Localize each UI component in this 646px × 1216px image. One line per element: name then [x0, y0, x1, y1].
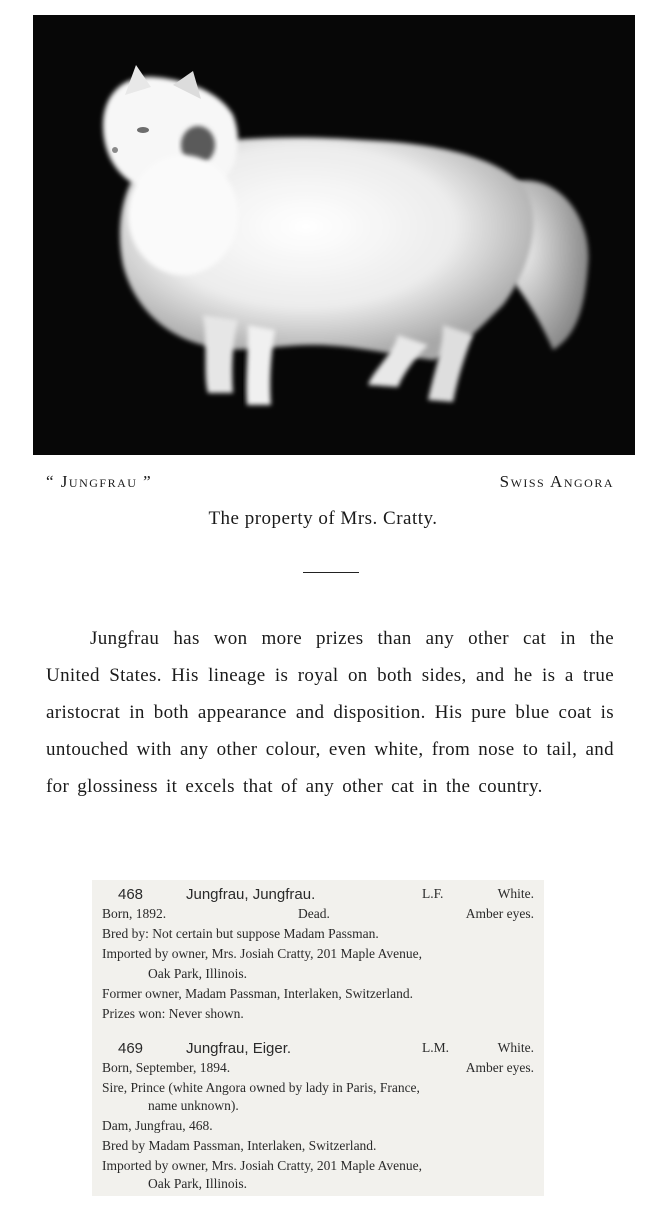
imported-text: Imported by owner, Mrs. Josiah Cratty, 201 Maple Avenue, [102, 946, 423, 961]
former-owner-text: Former owner, Madam Passman, Interlaken, Switzerland. [102, 986, 414, 1001]
photo-caption [46, 472, 614, 494]
entry-name: Jungfrau, Eiger. [186, 1040, 292, 1057]
imported-text-cont: Oak Park, Illinois. [148, 1176, 247, 1191]
breed-caption: Swiss Angora [499, 472, 614, 491]
entry-468-bred-by [102, 926, 534, 945]
sire-text-cont: name unknown). [148, 1098, 239, 1113]
eyes-text: Amber eyes. [465, 1060, 534, 1075]
status-text: Dead. [298, 906, 330, 921]
sire-text: Sire, Prince (white Angora owned by lady in Paris, France, [102, 1080, 420, 1095]
dam-text: Dam, Jungfrau, 468. [102, 1118, 213, 1133]
entry-469-header [102, 1040, 534, 1059]
born-text: Born, 1892. [102, 906, 167, 921]
born-text: Born, September, 1894. [102, 1060, 231, 1075]
entry-name: Jungfrau, Jungfrau. [186, 886, 316, 903]
white-angora-cat-image [33, 15, 635, 455]
entry-469-born [102, 1060, 534, 1079]
registry-clipping [92, 880, 544, 1196]
entry-sex: L.M. [422, 1040, 449, 1055]
entry-469-sire-cont [148, 1098, 534, 1117]
cat-photograph [33, 15, 635, 455]
entry-colour: White. [497, 1040, 534, 1055]
entry-468-prizes [102, 1006, 534, 1025]
imported-text-cont: Oak Park, Illinois. [148, 966, 247, 981]
entry-468-imported [102, 946, 534, 965]
cat-name-caption: “ Jungfrau ” [46, 472, 153, 491]
entry-468-born [102, 906, 534, 925]
entry-468-former-owner [102, 986, 534, 1005]
entry-468-header [102, 886, 534, 905]
entry-469-imported-cont [148, 1176, 534, 1195]
prizes-text: Prizes won: Never shown. [102, 1006, 244, 1021]
entry-469-bred-by [102, 1138, 534, 1157]
entry-colour: White. [497, 886, 534, 901]
imported-text: Imported by owner, Mrs. Josiah Cratty, 201 Maple Avenue, [102, 1158, 423, 1173]
bred-by-text: Bred by: Not certain but suppose Madam Passman. [102, 926, 379, 941]
bred-by-text: Bred by Madam Passman, Interlaken, Switzerland. [102, 1138, 377, 1153]
section-divider [303, 572, 359, 573]
entry-468-imported-cont [148, 966, 534, 985]
entry-sex: L.F. [422, 886, 444, 901]
owner-line: The property of Mrs. Cratty. [208, 508, 438, 529]
entry-number: 469 [118, 1040, 144, 1057]
entry-469-imported [102, 1158, 534, 1177]
entry-469-dam [102, 1118, 534, 1137]
entry-number: 468 [118, 886, 144, 903]
entry-469-sire [102, 1080, 534, 1099]
eyes-text: Amber eyes. [465, 906, 534, 921]
description-paragraph: Jungfrau has won more prizes than any other cat in the United States. His lineage is royal on both sides, and he is a true aristocrat in both appearance and disposition. His pure blue coat is untouched with any other colour, even white, from nose to tail, and for glossiness it excels that of any other cat in the country. [46, 628, 614, 797]
